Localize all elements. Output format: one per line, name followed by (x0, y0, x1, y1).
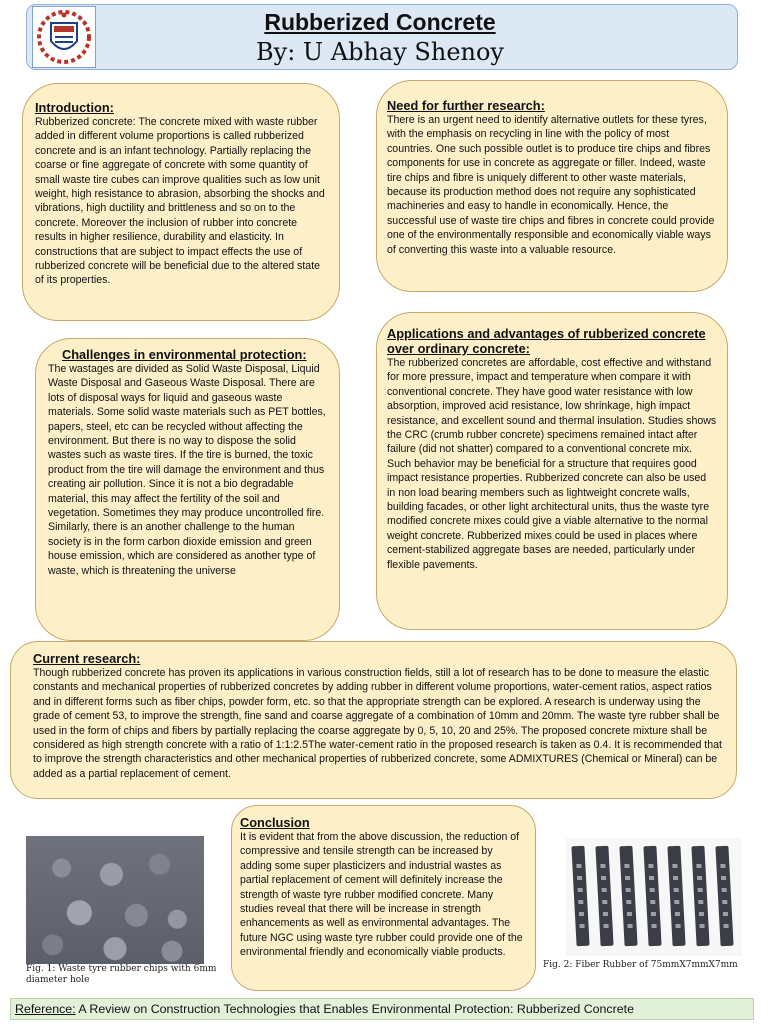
rubber-fiber-strip (643, 846, 661, 947)
figure-2-caption: Fig. 2: Fiber Rubber of 75mmX7mmX7mm (543, 960, 738, 970)
reference-text: A Review on Construction Technologies that Enables Environmental Protection: Rubberized Concrete (75, 1002, 634, 1016)
current-research-box (10, 641, 737, 799)
reference-label: Reference: (15, 1002, 76, 1016)
reference-bar (10, 998, 754, 1020)
introduction-box (22, 83, 340, 321)
challenges-box (35, 338, 340, 641)
rubber-fiber-strip (619, 846, 637, 947)
conclusion-box (231, 805, 536, 991)
rubber-fiber-strip (571, 846, 589, 947)
poster-title: Rubberized Concrete (264, 9, 496, 35)
applications-body: The rubberized concretes are affordable, cost effective and withstand for more pressure, impact and temperature when compare it with conventional concrete. They have good water resistance with low absorption, improved acid resistance, low shrinkage, high impact resistance, and excellent sound and thermal insulation. Studies shows the CRC (crumb rubber concrete) specimens remained intact after failure (did not shatter) compared to a conventional concrete mix. Such behavior may be beneficial for a structure that requires good impact resistance properties. Rubberized concrete can also be used in non load bearing members such as lightweight concrete walls, building facades, or other light architectural units, thus the waste tyre modified concrete mixes could give a viable alternative to the normal weight concrete. Rubberized mixes could be used in places where cement-stabilized aggregate bases are needed, particularly under flexible pavements. (387, 357, 717, 571)
current-research-heading: Current research: (33, 651, 141, 666)
poster-author: By: U Abhay Shenoy (256, 38, 504, 66)
challenges-body: The wastages are divided as Solid Waste Disposal, Liquid Waste Disposal and Gaseous Waste Disposal. There are lots of disposal ways for liquid and gaseous waste materials. Some solid waste materials such as PET bottles, papers, steel, etc can be recycled without affecting the environment. But there is no way to dispose the solid wastes such as waste tires. If the tire is burned, the toxic product from the tire will damage the environment and thus creating air pollution. Since it is not a bio degradable material, this may affect the fertility of the soil and vegetation. Sometimes they may produce uncontrolled fire. Similarly, there is an another challenge to the human society is in the form carbon dioxide emission and green house emission, which are considered as another type of waste, which is threatening the universe (48, 363, 326, 577)
rubber-fiber-strip (691, 846, 709, 947)
current-research-body: Though rubberized concrete has proven its applications in various construction fields, still a lot of research has to be done to measure the elastic constants and mechanical properties of rubberized concretes by adding rubber in different volume proportions, water-cement ratios, aspect ratios and in different forms such as fiber chips, powder form, etc. so that the appropriate strength can be explored. A research is underway using the grade of cement 53, to improve the strength, fine sand and coarse aggregate of a combination of 10mm and 20mm. The waste tyre rubber shall be used in the form of chips and fibers by partially replacing the coarse aggregate by 0, 5, 10, 20 and 25%. The proposed concrete mixture shall be considered as high strength concrete with a ratio of 1:1:2.5The water-cement ratio in the proposed research is taken as 0.4. It is recommended that to improve the strength characteristics and other mechanical properties of rubberized concrete, some ADMIXTURES (Chemical or Mineral) can be added as a partial replacement of cement. (33, 667, 722, 780)
need-research-heading: Need for further research: (387, 98, 545, 113)
need-research-box (376, 80, 728, 292)
applications-heading: Applications and advantages of rubberized concrete over ordinary concrete: (387, 326, 706, 356)
conclusion-heading: Conclusion (240, 815, 310, 830)
applications-box (376, 312, 728, 630)
figure-1-caption: Fig. 1: Waste tyre rubber chips with 6mm diameter hole (26, 964, 217, 985)
institute-emblem-icon (32, 6, 96, 68)
need-research-body: There is an urgent need to identify alternative outlets for these tyres, with the emphasis on recycling in line with the policy of most countries. One such possible outlet is to produce tire chips and fibres components for use in concrete as aggregate or filler. Indeed, waste tire chips and fibre is uniquely different to other waste materials, because its production method does not require any sophisticated machineries and easy to handle in economically. Hence, the successful use of waste tire chips and fibres in concrete could provide one of the environmentally responsible and economically viable ways of converting this waste into a valuable resource. (387, 114, 715, 256)
rubber-chips-photo (26, 836, 204, 964)
introduction-heading: Introduction: (35, 100, 114, 115)
rubber-fiber-strip (715, 846, 733, 947)
rubber-fiber-strip (595, 846, 613, 947)
challenges-heading: Challenges in environmental protection: (62, 347, 307, 362)
conclusion-body: It is evident that from the above discussion, the reduction of compressive and tensile strength can be increased by adding some super plasticizers and industrial wastes as partial replacement of cement will definitely increase the strength of waste tyre rubber modified concrete. Many studies reveal that there will be increase in strength enhancements as well as environmental advantages. The future NGC using waste tyre rubber could provide one of the environmental friendly and economically viable products. (240, 831, 523, 959)
rubber-fiber-strip (667, 846, 685, 947)
introduction-body: Rubberized concrete: The concrete mixed with waste rubber added in different volume proportions is called rubberized concrete and is an infant technology. Partially replacing the coarse or fine aggregate of concrete with some quantity of small waste tire cubes can improve qualities such as low unit weight, high resistance to abrasion, absorbing the shocks and vibrations, high ductility and brittleness and so on to the concrete. Moreover the inclusion of rubber into concrete results in higher resilience, durability and elasticity. In constructions that are subject to impact effects the use of rubberized concrete will be beneficial due to the altered state of its properties. (35, 116, 325, 287)
fiber-rubber-photo (566, 838, 742, 956)
